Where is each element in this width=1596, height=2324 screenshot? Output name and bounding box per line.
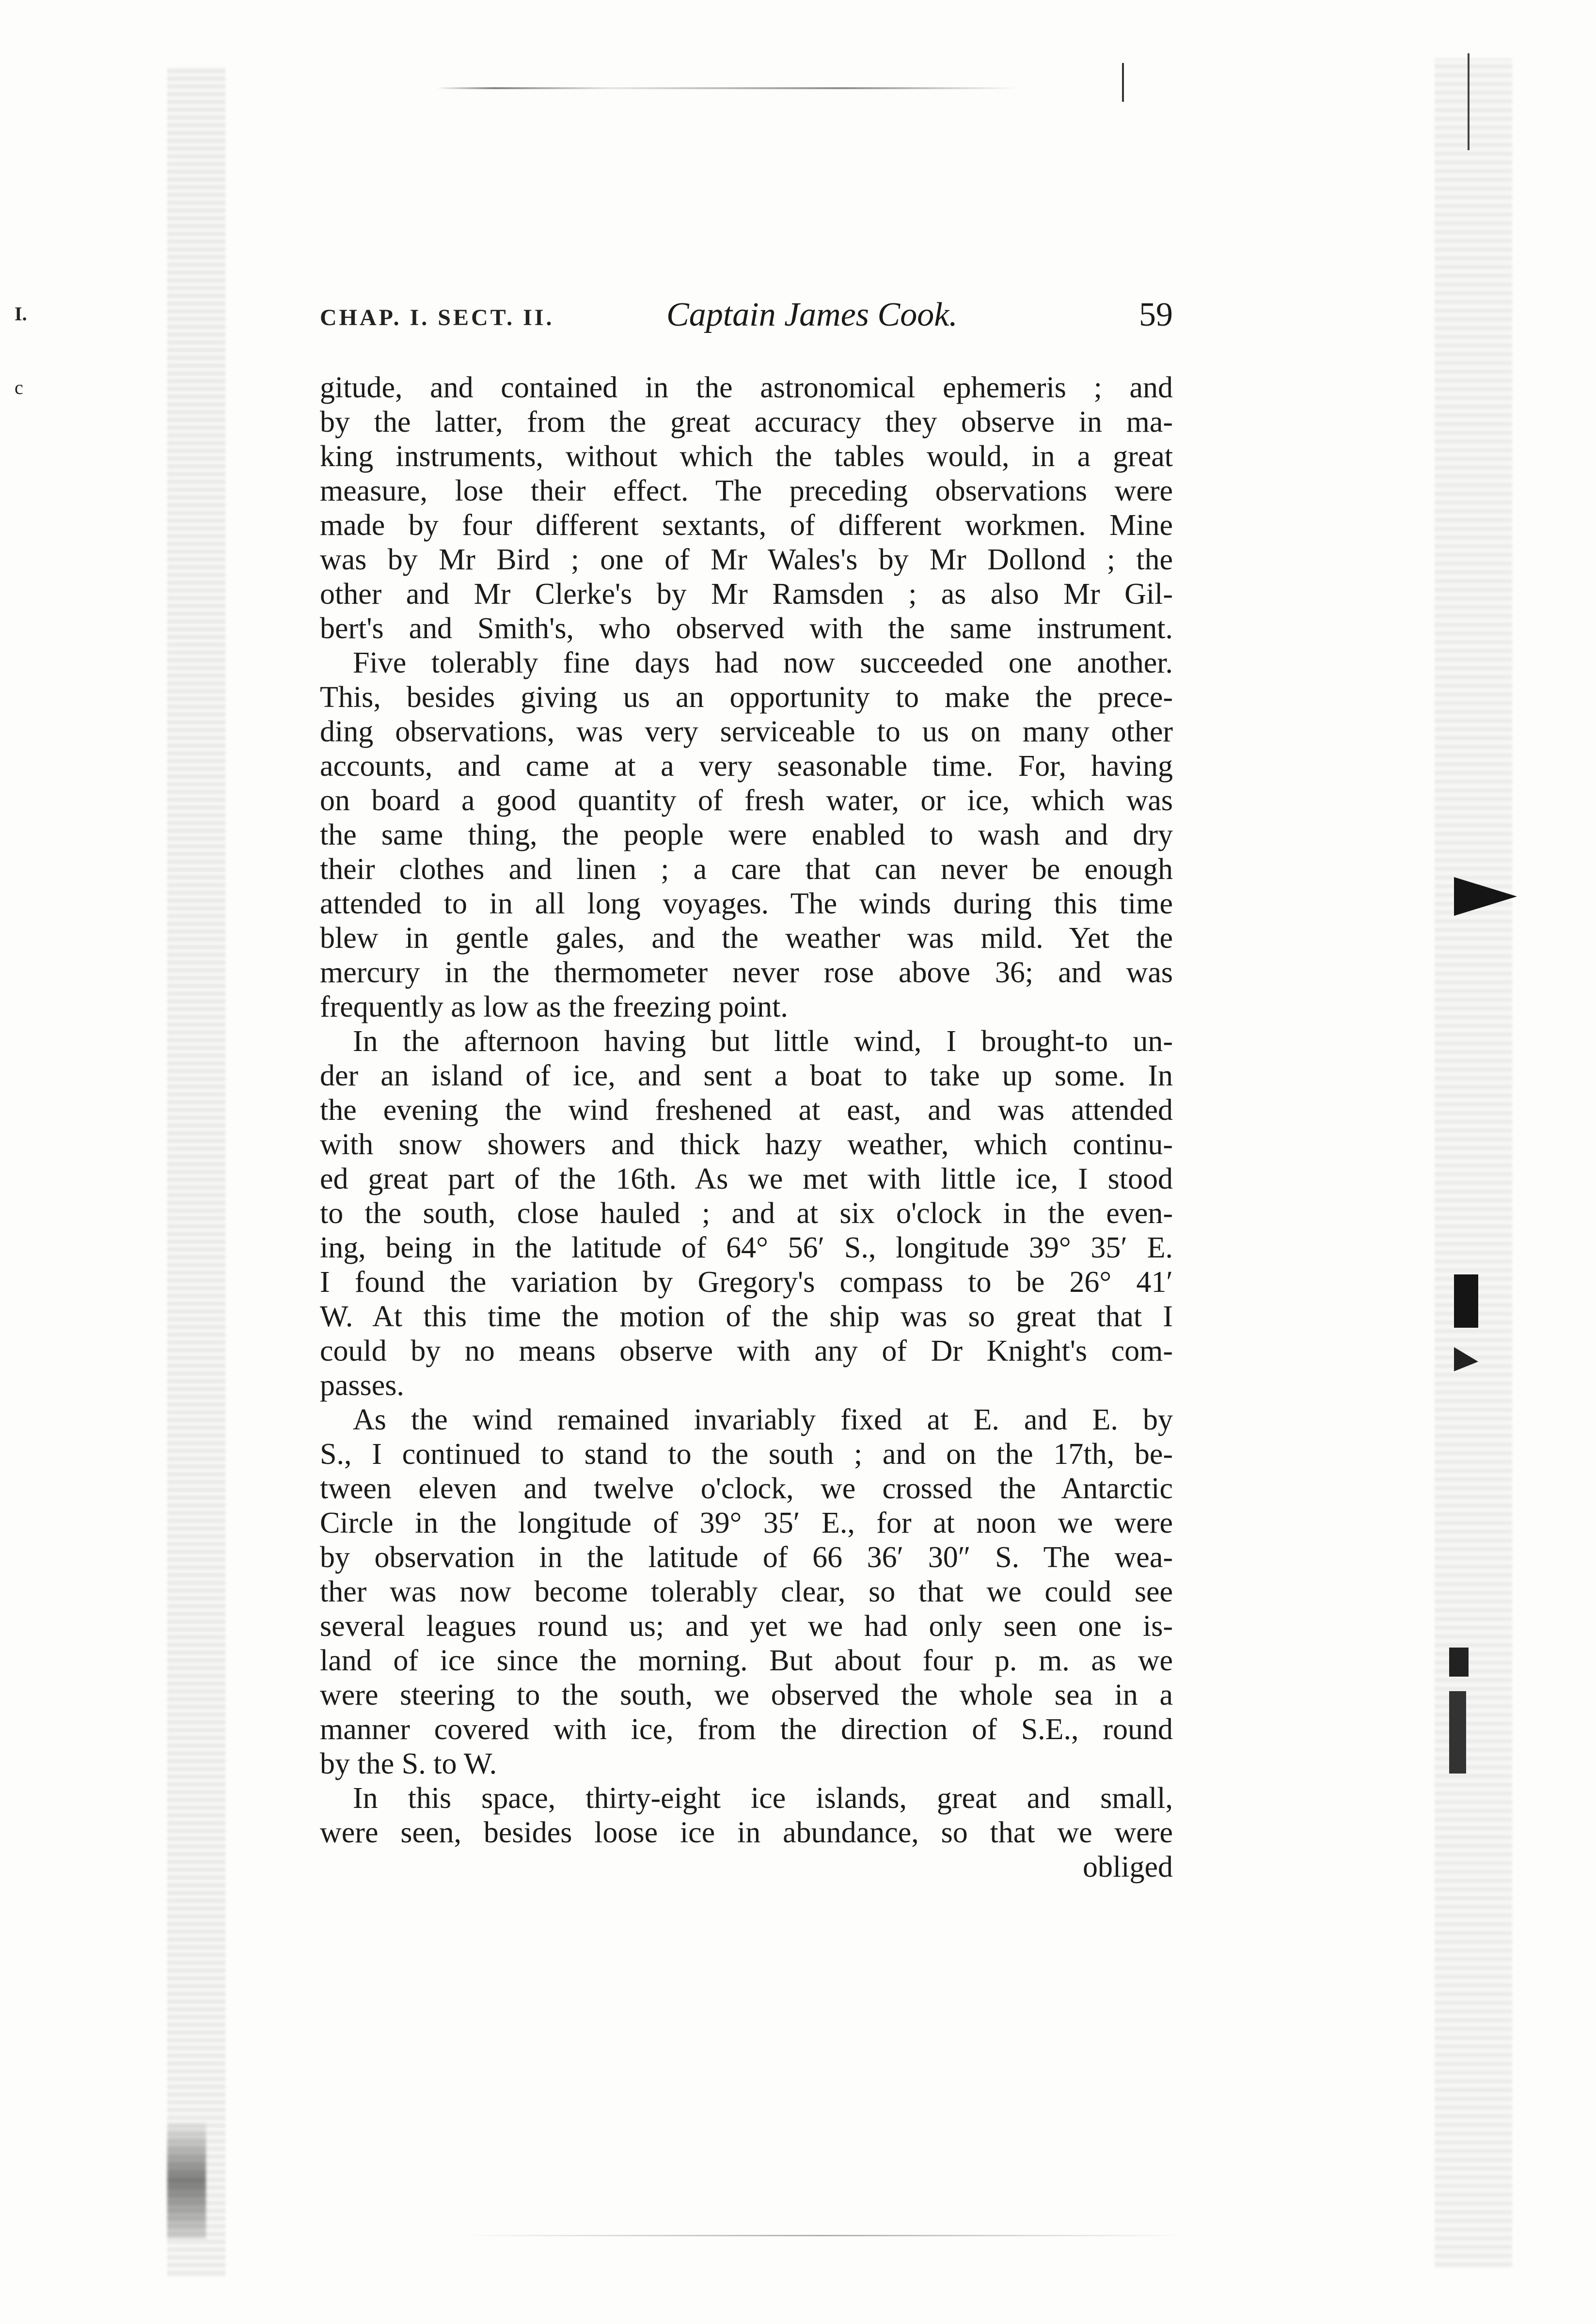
- text-line: gitude, and contained in the astronomical ephemeris ; and: [320, 371, 1173, 404]
- edge-streak-mark: [1449, 1691, 1466, 1774]
- text-line: was by Mr Bird ; one of Mr Wales's by Mr Dollond ; the: [320, 543, 1173, 576]
- running-head-chapter: CHAP. I. SECT. II.: [320, 305, 554, 330]
- text-line: tween eleven and twelve o'clock, we crossed the Antarctic: [320, 1472, 1173, 1505]
- text-line: ing, being in the latitude of 64° 56′ S., longitude 39° 35′ E.: [320, 1231, 1173, 1264]
- text-line: with snow showers and thick hazy weather, which continu-: [320, 1128, 1173, 1161]
- bottom-scan-rule: [460, 2235, 1187, 2236]
- text-line: made by four different sextants, of different workmen. Mine: [320, 509, 1173, 542]
- text-line: As the wind remained invariably fixed at E. and E. by: [353, 1403, 1173, 1436]
- text-line: bert's and Smith's, who observed with the same instrument.: [320, 612, 1173, 645]
- text-line: measure, lose their effect. The preceding observations were: [320, 474, 1173, 507]
- running-head: [320, 291, 1173, 349]
- running-head-title: Captain James Cook.: [666, 296, 958, 333]
- margin-mark-2: c: [15, 377, 23, 398]
- text-line: manner covered with ice, from the direction of S.E., round: [320, 1713, 1173, 1746]
- text-line: I found the variation by Gregory's compass to be 26° 41′: [320, 1266, 1173, 1299]
- text-line: on board a good quantity of fresh water, or ice, which was: [320, 784, 1173, 817]
- text-line: passes.: [320, 1369, 404, 1402]
- text-line: by the latter, from the great accuracy they observe in ma-: [320, 406, 1173, 439]
- text-line: by observation in the latitude of 66 36′ 30″ S. The wea-: [320, 1541, 1173, 1574]
- text-line: were seen, besides loose ice in abundance, so that we were: [320, 1816, 1173, 1849]
- text-line: king instruments, without which the tables would, in a great: [320, 440, 1173, 473]
- edge-bar-mark: [1449, 1648, 1469, 1677]
- text-line: several leagues round us; and yet we had only seen one is-: [320, 1610, 1173, 1643]
- edge-triangle-mark: [1454, 877, 1517, 916]
- text-line: ed great part of the 16th. As we met with little ice, I stood: [320, 1162, 1173, 1195]
- margin-mark-1: I.: [15, 303, 27, 325]
- text-line: by the S. to W.: [320, 1747, 497, 1780]
- paragraph-2: [320, 646, 1173, 1024]
- catchword: obliged: [1083, 1851, 1173, 1884]
- text-line: land of ice since the morning. But about four p. m. as we: [320, 1644, 1173, 1677]
- edge-small-triangle-mark: [1454, 1347, 1478, 1371]
- paragraph-3: [320, 1024, 1173, 1403]
- text-line: other and Mr Clerke's by Mr Ramsden ; as also Mr Gil-: [320, 578, 1173, 611]
- text-line: were steering to the south, we observed the whole sea in a: [320, 1679, 1173, 1712]
- paragraph-5: [320, 1781, 1173, 1850]
- text-line: accounts, and came at a very seasonable time. For, having: [320, 750, 1173, 783]
- edge-marks: [1435, 824, 1532, 1938]
- right-scan-tick: [1468, 53, 1470, 150]
- text-line: could by no means observe with any of Dr Knight's com-: [320, 1335, 1173, 1367]
- text-line: ther was now become tolerably clear, so that we could see: [320, 1575, 1173, 1608]
- text-line: der an island of ice, and sent a boat to take up some. In: [320, 1059, 1173, 1092]
- text-line: ding observations, was very serviceable to us on many other: [320, 715, 1173, 748]
- page-number: 59: [1139, 296, 1173, 333]
- text-line: the same thing, the people were enabled to wash and dry: [320, 818, 1173, 851]
- text-line: their clothes and linen ; a care that can never be enough: [320, 853, 1173, 886]
- edge-block-mark: [1454, 1274, 1478, 1328]
- text-line: This, besides giving us an opportunity to make the prece-: [320, 681, 1173, 714]
- top-scan-rule: [436, 87, 1018, 89]
- text-line: In the afternoon having but little wind, I brought-to un-: [353, 1025, 1173, 1058]
- text-line: S., I continued to stand to the south ; and on the 17th, be-: [320, 1438, 1173, 1471]
- text-line: In this space, thirty-eight ice islands, great and small,: [353, 1782, 1173, 1815]
- text-line: W. At this time the motion of the ship was so great that I: [320, 1300, 1173, 1333]
- gutter-shadow: [167, 68, 225, 2277]
- top-scan-tick: [1122, 63, 1124, 102]
- text-line: Circle in the longitude of 39° 35′ E., for at noon we were: [320, 1507, 1173, 1539]
- gutter-smudge: [167, 2122, 206, 2239]
- paragraph-4: [320, 1403, 1173, 1781]
- text-line: Five tolerably fine days had now succeeded one another.: [353, 646, 1173, 679]
- text-line: blew in gentle gales, and the weather was mild. Yet the: [320, 922, 1173, 955]
- text-line: to the south, close hauled ; and at six o'clock in the even-: [320, 1197, 1173, 1230]
- text-line: the evening the wind freshened at east, and was attended: [320, 1094, 1173, 1127]
- body-text: [320, 371, 1173, 1884]
- text-line: mercury in the thermometer never rose above 36; and was: [320, 956, 1173, 989]
- text-line: frequently as low as the freezing point.: [320, 990, 788, 1023]
- text-line: attended to in all long voyages. The winds during this time: [320, 887, 1173, 920]
- paragraph-1: [320, 371, 1173, 646]
